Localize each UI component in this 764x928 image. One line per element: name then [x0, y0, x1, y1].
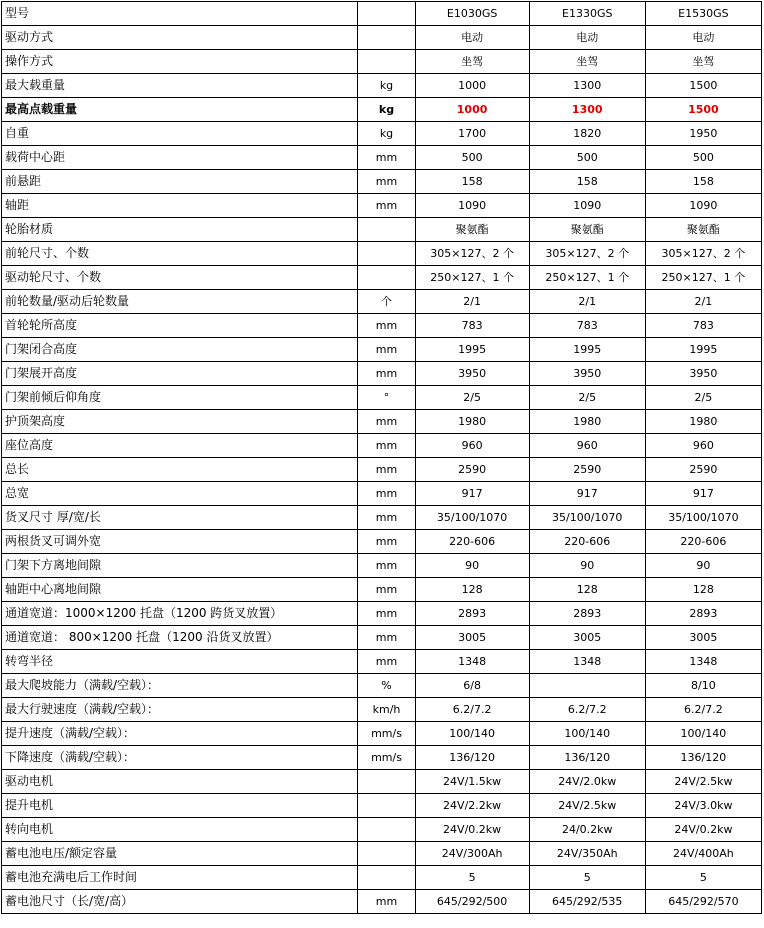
- table-row: [2, 698, 762, 722]
- row-label: 通道宽道： 800×1200 托盘（1200 沿货叉放置）: [2, 626, 358, 650]
- model-3-value: 136/120: [645, 746, 761, 770]
- model-3-value: 2/5: [645, 386, 761, 410]
- model-3-value: 100/140: [645, 722, 761, 746]
- model-2-value: 35/100/1070: [529, 506, 645, 530]
- row-label: 总宽: [2, 482, 358, 506]
- row-unit: mm: [358, 314, 415, 338]
- model-1-value: 1700: [415, 122, 529, 146]
- model-2-value: 6.2/7.2: [529, 698, 645, 722]
- row-unit: mm: [358, 458, 415, 482]
- row-unit: [358, 242, 415, 266]
- row-unit: [358, 26, 415, 50]
- row-unit: [358, 842, 415, 866]
- model-3-value: 90: [645, 554, 761, 578]
- row-label: 蓄电池尺寸（长/宽/高）: [2, 890, 358, 914]
- table-row: [2, 266, 762, 290]
- model-1-value: 24V/2.2kw: [415, 794, 529, 818]
- model-2-value: 158: [529, 170, 645, 194]
- model-2-value: 783: [529, 314, 645, 338]
- model-2-value: 2/5: [529, 386, 645, 410]
- row-label: 蓄电池电压/额定容量: [2, 842, 358, 866]
- model-3-value: 500: [645, 146, 761, 170]
- table-row: [2, 338, 762, 362]
- model-3-value: 128: [645, 578, 761, 602]
- row-unit: [358, 2, 415, 26]
- model-2-value: [529, 674, 645, 698]
- table-row: [2, 98, 762, 122]
- model-2-value: 2590: [529, 458, 645, 482]
- model-2-value: 1300: [529, 98, 645, 122]
- row-unit: mm: [358, 506, 415, 530]
- row-unit: mm: [358, 626, 415, 650]
- table-row: [2, 890, 762, 914]
- model-3-value: 3005: [645, 626, 761, 650]
- table-row: [2, 722, 762, 746]
- row-unit: mm: [358, 482, 415, 506]
- model-1-value: E1030GS: [415, 2, 529, 26]
- row-label: 座位高度: [2, 434, 358, 458]
- row-label: 货叉尺寸 厚/宽/长: [2, 506, 358, 530]
- table-row: [2, 74, 762, 98]
- row-unit: mm: [358, 434, 415, 458]
- model-3-value: 1348: [645, 650, 761, 674]
- model-3-value: 8/10: [645, 674, 761, 698]
- model-3-value: E1530GS: [645, 2, 761, 26]
- model-3-value: 158: [645, 170, 761, 194]
- model-2-value: 24V/350Ah: [529, 842, 645, 866]
- model-1-value: 6/8: [415, 674, 529, 698]
- table-row: [2, 482, 762, 506]
- table-row: [2, 386, 762, 410]
- model-1-value: 24V/1.5kw: [415, 770, 529, 794]
- row-label: 护顶架高度: [2, 410, 358, 434]
- model-1-value: 305×127、2 个: [415, 242, 529, 266]
- model-2-value: 100/140: [529, 722, 645, 746]
- model-1-value: 聚氨酯: [415, 218, 529, 242]
- model-1-value: 2/5: [415, 386, 529, 410]
- model-1-value: 1995: [415, 338, 529, 362]
- table-row: [2, 122, 762, 146]
- model-1-value: 3950: [415, 362, 529, 386]
- row-unit: mm: [358, 650, 415, 674]
- row-unit: [358, 818, 415, 842]
- model-1-value: 960: [415, 434, 529, 458]
- row-unit: mm: [358, 338, 415, 362]
- model-3-value: 24V/3.0kw: [645, 794, 761, 818]
- row-unit: mm: [358, 194, 415, 218]
- table-row: [2, 866, 762, 890]
- model-3-value: 917: [645, 482, 761, 506]
- model-3-value: 1950: [645, 122, 761, 146]
- row-unit: °: [358, 386, 415, 410]
- row-label: 通道宽道：1000×1200 托盘（1200 跨货叉放置）: [2, 602, 358, 626]
- table-row: [2, 290, 762, 314]
- model-3-value: 1090: [645, 194, 761, 218]
- model-3-value: 2590: [645, 458, 761, 482]
- model-3-value: 1500: [645, 74, 761, 98]
- row-unit: mm: [358, 170, 415, 194]
- row-label: 驱动方式: [2, 26, 358, 50]
- model-1-value: 136/120: [415, 746, 529, 770]
- model-3-value: 2893: [645, 602, 761, 626]
- model-3-value: 24V/0.2kw: [645, 818, 761, 842]
- table-row: [2, 674, 762, 698]
- model-1-value: 1980: [415, 410, 529, 434]
- table-row: [2, 362, 762, 386]
- table-row: [2, 506, 762, 530]
- table-row: [2, 194, 762, 218]
- model-1-value: 2590: [415, 458, 529, 482]
- model-3-value: 6.2/7.2: [645, 698, 761, 722]
- row-unit: [358, 50, 415, 74]
- row-label: 型号: [2, 2, 358, 26]
- model-2-value: 1348: [529, 650, 645, 674]
- row-label: 门架展开高度: [2, 362, 358, 386]
- model-3-value: 35/100/1070: [645, 506, 761, 530]
- row-label: 门架前倾后仰角度: [2, 386, 358, 410]
- model-3-value: 305×127、2 个: [645, 242, 761, 266]
- row-unit: [358, 266, 415, 290]
- row-label: 前轮尺寸、个数: [2, 242, 358, 266]
- model-3-value: 5: [645, 866, 761, 890]
- model-1-value: 2893: [415, 602, 529, 626]
- row-unit: mm: [358, 890, 415, 914]
- model-2-value: 1090: [529, 194, 645, 218]
- row-unit: mm: [358, 362, 415, 386]
- model-1-value: 250×127、1 个: [415, 266, 529, 290]
- model-2-value: 645/292/535: [529, 890, 645, 914]
- table-row: [2, 554, 762, 578]
- row-unit: mm/s: [358, 746, 415, 770]
- model-3-value: 聚氨酯: [645, 218, 761, 242]
- model-1-value: 783: [415, 314, 529, 338]
- model-2-value: 2/1: [529, 290, 645, 314]
- row-label: 提升电机: [2, 794, 358, 818]
- model-1-value: 645/292/500: [415, 890, 529, 914]
- table-row: [2, 146, 762, 170]
- table-row: [2, 434, 762, 458]
- model-1-value: 100/140: [415, 722, 529, 746]
- model-1-value: 1348: [415, 650, 529, 674]
- row-label: 驱动电机: [2, 770, 358, 794]
- row-label: 最大爬坡能力（满载/空载）：: [2, 674, 358, 698]
- model-1-value: 158: [415, 170, 529, 194]
- model-2-value: E1330GS: [529, 2, 645, 26]
- model-1-value: 24V/0.2kw: [415, 818, 529, 842]
- row-label: 轮胎材质: [2, 218, 358, 242]
- model-2-value: 90: [529, 554, 645, 578]
- table-row: [2, 602, 762, 626]
- table-row: [2, 794, 762, 818]
- model-3-value: 24V/2.5kw: [645, 770, 761, 794]
- row-unit: 个: [358, 290, 415, 314]
- model-3-value: 坐驾: [645, 50, 761, 74]
- model-1-value: 90: [415, 554, 529, 578]
- row-unit: kg: [358, 122, 415, 146]
- model-1-value: 6.2/7.2: [415, 698, 529, 722]
- model-2-value: 220-606: [529, 530, 645, 554]
- table-row: [2, 746, 762, 770]
- row-unit: mm: [358, 602, 415, 626]
- row-label: 两根货叉可调外宽: [2, 530, 358, 554]
- row-label: 首轮轮所高度: [2, 314, 358, 338]
- model-3-value: 电动: [645, 26, 761, 50]
- model-2-value: 136/120: [529, 746, 645, 770]
- table-row: [2, 842, 762, 866]
- table-row: [2, 578, 762, 602]
- row-unit: kg: [358, 74, 415, 98]
- row-unit: mm: [358, 530, 415, 554]
- model-3-value: 1980: [645, 410, 761, 434]
- row-unit: mm: [358, 578, 415, 602]
- spec-table-body: [2, 2, 762, 914]
- table-row: [2, 2, 762, 26]
- table-row: [2, 818, 762, 842]
- model-2-value: 聚氨酯: [529, 218, 645, 242]
- model-1-value: 2/1: [415, 290, 529, 314]
- model-2-value: 坐驾: [529, 50, 645, 74]
- model-2-value: 24/0.2kw: [529, 818, 645, 842]
- model-3-value: 220-606: [645, 530, 761, 554]
- row-label: 轴距: [2, 194, 358, 218]
- model-1-value: 坐驾: [415, 50, 529, 74]
- row-unit: [358, 866, 415, 890]
- row-unit: [358, 794, 415, 818]
- model-1-value: 500: [415, 146, 529, 170]
- model-3-value: 3950: [645, 362, 761, 386]
- model-3-value: 783: [645, 314, 761, 338]
- row-label: 前悬距: [2, 170, 358, 194]
- row-label: 提升速度（满载/空载）：: [2, 722, 358, 746]
- row-label: 自重: [2, 122, 358, 146]
- model-2-value: 960: [529, 434, 645, 458]
- table-row: [2, 530, 762, 554]
- model-2-value: 1820: [529, 122, 645, 146]
- model-1-value: 电动: [415, 26, 529, 50]
- model-1-value: 1000: [415, 98, 529, 122]
- table-row: [2, 170, 762, 194]
- model-2-value: 24V/2.0kw: [529, 770, 645, 794]
- row-unit: mm/s: [358, 722, 415, 746]
- row-label: 载荷中心距: [2, 146, 358, 170]
- row-label: 总长: [2, 458, 358, 482]
- model-3-value: 1500: [645, 98, 761, 122]
- row-label: 门架下方离地间隙: [2, 554, 358, 578]
- model-3-value: 250×127、1 个: [645, 266, 761, 290]
- row-label: 最高点载重量: [2, 98, 358, 122]
- row-unit: [358, 218, 415, 242]
- row-label: 转弯半径: [2, 650, 358, 674]
- model-2-value: 1995: [529, 338, 645, 362]
- table-row: [2, 314, 762, 338]
- model-1-value: 3005: [415, 626, 529, 650]
- row-unit: [358, 770, 415, 794]
- model-3-value: 1995: [645, 338, 761, 362]
- model-1-value: 5: [415, 866, 529, 890]
- model-1-value: 128: [415, 578, 529, 602]
- model-1-value: 1090: [415, 194, 529, 218]
- model-3-value: 645/292/570: [645, 890, 761, 914]
- model-2-value: 3005: [529, 626, 645, 650]
- row-label: 最大载重量: [2, 74, 358, 98]
- model-1-value: 220-606: [415, 530, 529, 554]
- model-1-value: 35/100/1070: [415, 506, 529, 530]
- model-2-value: 500: [529, 146, 645, 170]
- row-unit: %: [358, 674, 415, 698]
- model-2-value: 305×127、2 个: [529, 242, 645, 266]
- table-row: [2, 242, 762, 266]
- table-row: [2, 26, 762, 50]
- row-label: 前轮数量/驱动后轮数量: [2, 290, 358, 314]
- row-label: 操作方式: [2, 50, 358, 74]
- model-3-value: 960: [645, 434, 761, 458]
- model-2-value: 5: [529, 866, 645, 890]
- model-2-value: 128: [529, 578, 645, 602]
- table-row: [2, 770, 762, 794]
- model-2-value: 1980: [529, 410, 645, 434]
- row-label: 门架闭合高度: [2, 338, 358, 362]
- row-unit: mm: [358, 410, 415, 434]
- model-2-value: 电动: [529, 26, 645, 50]
- row-unit: kg: [358, 98, 415, 122]
- table-row: [2, 410, 762, 434]
- model-2-value: 3950: [529, 362, 645, 386]
- table-row: [2, 458, 762, 482]
- row-label: 下降速度（满载/空载）：: [2, 746, 358, 770]
- row-label: 最大行驶速度（满载/空载）：: [2, 698, 358, 722]
- model-1-value: 24V/300Ah: [415, 842, 529, 866]
- model-1-value: 917: [415, 482, 529, 506]
- table-row: [2, 50, 762, 74]
- model-2-value: 250×127、1 个: [529, 266, 645, 290]
- table-row: [2, 218, 762, 242]
- model-2-value: 1300: [529, 74, 645, 98]
- row-unit: km/h: [358, 698, 415, 722]
- model-2-value: 2893: [529, 602, 645, 626]
- model-1-value: 1000: [415, 74, 529, 98]
- model-3-value: 2/1: [645, 290, 761, 314]
- row-label: 驱动轮尺寸、个数: [2, 266, 358, 290]
- row-label: 蓄电池充满电后工作时间: [2, 866, 358, 890]
- row-unit: mm: [358, 554, 415, 578]
- table-row: [2, 626, 762, 650]
- table-row: [2, 650, 762, 674]
- model-2-value: 24V/2.5kw: [529, 794, 645, 818]
- row-label: 转向电机: [2, 818, 358, 842]
- model-3-value: 24V/400Ah: [645, 842, 761, 866]
- row-unit: mm: [358, 146, 415, 170]
- spec-table: [1, 1, 762, 914]
- model-2-value: 917: [529, 482, 645, 506]
- row-label: 轴距中心离地间隙: [2, 578, 358, 602]
